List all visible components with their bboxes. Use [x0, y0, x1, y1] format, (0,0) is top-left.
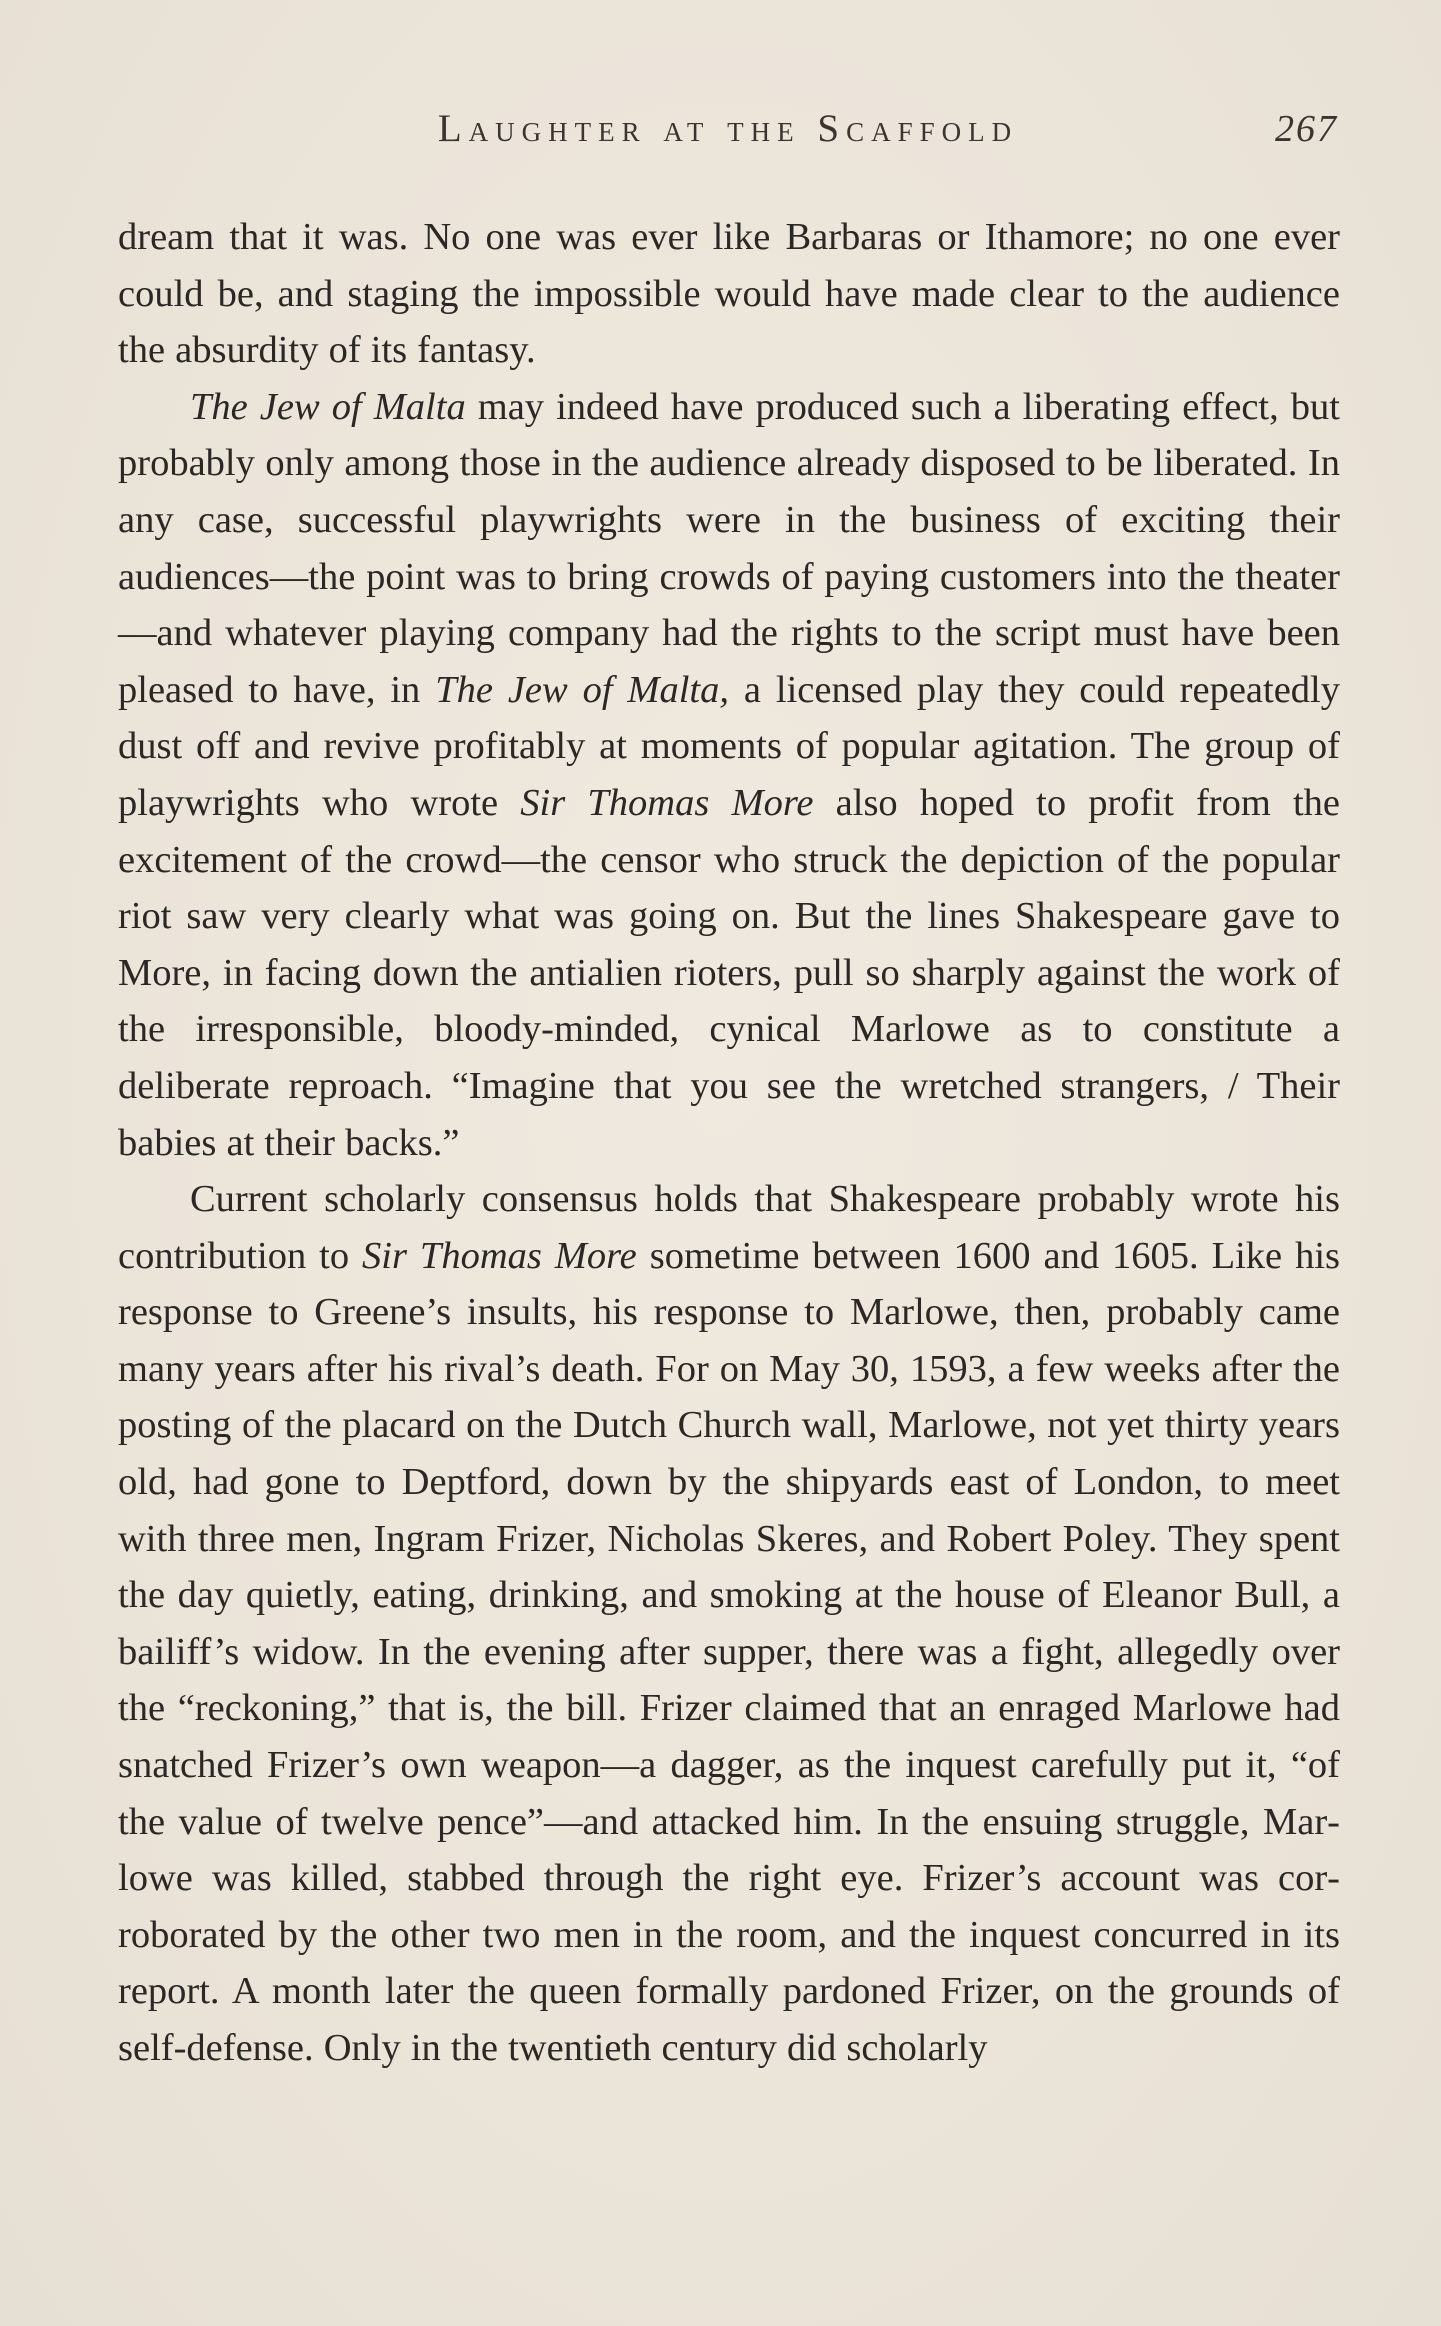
paragraph: [118, 209, 1340, 379]
paragraph-text: Current scholarly consensus holds that Shakespeare probably wrote his contribution to: [118, 1178, 1340, 1277]
italic-title-text: Sir Thomas More: [520, 781, 814, 824]
paragraph-text: a licensed play they could repeatedly dust off and revive profitably at moments of popular agitation. The group of playwrights who wrote: [118, 668, 1340, 824]
page-number: 267: [1275, 108, 1338, 150]
italic-title-text: The Jew of Malta,: [435, 668, 730, 711]
paragraph-text: also hoped to profit from the excitement of the crowd—the censor who struck the depiction of the popular riot saw very clearly what was going on. But the lines Shakespeare gave to More, in facing down the antialien rioters, pull so sharply against the work of the irresponsible, bloody-minded, cynical Marlowe as to constitute a deliberate reproach. “Imagine that you see the wretched strangers, / Their babies at their backs.”: [118, 781, 1341, 1164]
paragraph-text: sometime between 1600 and 1605. Like his response to Greene’s insults, his response to Marlowe, then, probably came many years after his rival’s death. For on May 30, 1593, a few weeks after the posting of the placard on the Dutch Church wall, Marlowe, not yet thirty years old, had gone to Deptford, down by the shipyards east of London, to meet with three men, Ingram Frizer, Nicholas Skeres, and Robert Poley. They spent the day quietly, eating, drinking, and smoking at the house of Eleanor Bull, a bailiff’s widow. In the evening after supper, there was a fight, allegedly over the “reckoning,” that is, the bill. Frizer claimed that an enraged Marlowe had snatched Frizer’s own weapon—a dagger, as the inquest carefully put it, “of the value of twelve pence”—and attacked him. In the ensuing struggle, Marlowe was killed, stabbed through the right eye. Frizer’s account was corroborated by the other two men in the room, and the inquest concurred in its report. A month later the queen formally pardoned Frizer, on the grounds of self-defense. Only in the twentieth century did scholarly: [118, 1234, 1341, 2069]
paragraph: [118, 1171, 1340, 2077]
body-text: [118, 209, 1340, 2077]
paragraph-text: may indeed have produced such a liberating effect, but probably only among those in the audience already disposed to be liberated. In any case, successful playwrights were in the business of exciting their audiences—the point was to bring crowds of paying customers into the theater—and whatever playing company had the rights to the script must have been pleased to have, in: [118, 385, 1340, 711]
italic-title-text: Sir Thomas More: [362, 1234, 637, 1277]
paragraph-text: dream that it was. No one was ever like Barbaras or Ithamore; no one ever could be, and staging the impossible would have made clear to the audience the absurdity of its fantasy.: [118, 216, 1340, 372]
running-title: Laughter at the Scaffold: [437, 107, 1019, 150]
italic-title-text: The Jew of Malta: [190, 385, 466, 428]
paragraph: [118, 379, 1340, 1171]
running-head: [118, 104, 1338, 154]
